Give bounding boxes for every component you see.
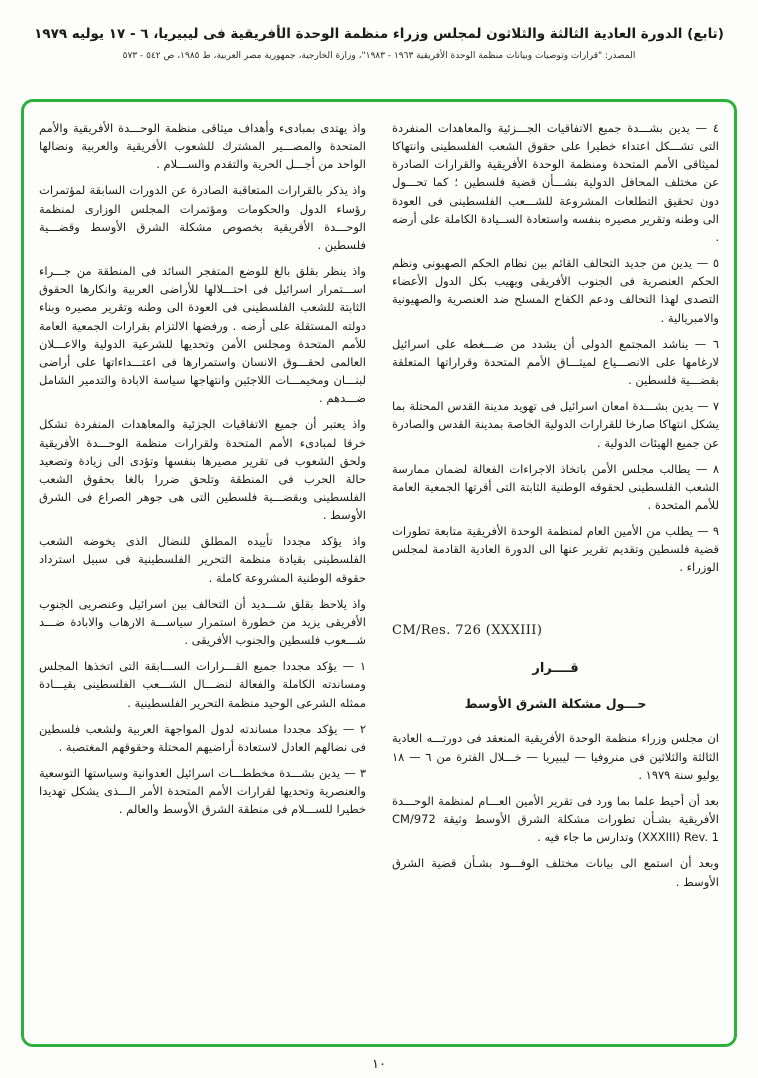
resolution-title: قــــرار bbox=[532, 661, 579, 677]
resolution-preamble bbox=[392, 729, 719, 890]
paragraph: ٦ — يناشد المجتمع الدولى أن يشدد من ضـــغطه على اسرائيل لارغامها على الانصـــياع لميثـــاق الأمم المتحدة وقراراتها المتعلقة بقضـــية فلسطين . bbox=[392, 336, 719, 388]
session-title: (تابع) الدورة العادية الثالثة والثلاثون لمجلس وزراء منظمة الوحدة الأفريقية فى ليبيريا، ٦ - ١٧ يوليه ١٩٧٩ bbox=[34, 26, 724, 42]
paragraph: بعد أن أحيط علما بما ورد فى تقرير الأمين العـــام لمنظمة الوحـــدة الأفريقية بشـأن تطورات مشكلة الشرق الأوسط وثيقة CM/972 (XXXIII) Rev. 1 وتدارس ما جاء فيه . bbox=[392, 793, 719, 845]
page-number: ١٠ bbox=[372, 1057, 386, 1072]
consideration-clauses bbox=[39, 119, 366, 818]
paragraph: واذ يعتبر أن جميع الاتفاقيات الجزئية والمعاهدات المنفردة تشكل خرقا لمبادىء الأمم المتحدة ولقرارات منظمة الوحـــدة الأفريقية ولحق الشعوب فى تقرير مصيرها بنفسها وتؤدى الى زيادة وتصعيد حالة الحرب فى المنطقة وتلحق ضررا بالغا بحقوق الشعب الفلسطينى وبقضـــية فلسطين التى هى جوهر الصراع فى الشرق الأوسط . bbox=[39, 417, 366, 523]
resolution-subtitle: حـــول مشكلة الشرق الأوسط bbox=[464, 695, 647, 711]
paragraph: وبعد أن استمع الى بيانات مختلف الوفـــود بشـأن قضية الشرق الأوسط . bbox=[392, 856, 719, 889]
paragraph: ٥ — يدين من جديد التحالف القائم بين نظام الحكم الصهيونى ونظم الحكم العنصرية فى الجنوب الأفريقى ويهيب بكل الدول الأعضاء التصدى لهذا التحالف ودعم الكفاح المسلح ضد العنصرية والصهيونية والامبريالية . bbox=[392, 256, 719, 325]
paragraph: ١ — يؤكد مجددا جميع القـــرارات الســـابقة التى اتخذها المجلس ومساندته الكاملة والفعالة لنضـــال الشـــعب الفلسطينى بقيـــادة ممثله الشرعى الوحيد منظمة التحرير الفلسطينية . bbox=[39, 659, 366, 710]
paragraph: ٩ — يطلب من الأمين العام لمنظمة الوحدة الأفريقية متابعة تطورات قضية فلسطين وتقديم تقرير عنها الى الدورة العادية القادمة لمجلس الوزراء . bbox=[392, 524, 719, 575]
paragraph: ٣ — يدين بشـــدة مخططـــات اسرائيل العدوانية وسياستها التوسعية والعنصرية وتحديها لقرارات الأمم المتحدة الأمر الـــذى يشكل تهديدا خطيرا للســـلام فى منطقة الشرق الأوسط والعالم . bbox=[39, 766, 366, 817]
page-header bbox=[0, 0, 758, 61]
source-note: المصدر: "قرارات وتوصيات وبيانات منظمة الوحدة الأفريقية ١٩٦٣ - ١٩٨٣"، وزارة الخارجية، جمهورية مصر العربية، ط ١٩٨٥، ص ٥٤٢ - ٥٧٣ bbox=[122, 51, 636, 61]
paragraph: واذ يؤكد مجددا تأييده المطلق للنضال الذى يخوضه الشعب الفلسطينى بقيادة منظمة التحرير الفلسطينية فى سبيل استرداد حقوقه الوطنية المشروعة كاملة . bbox=[39, 534, 366, 585]
paragraph: واذ يلاحظ بقلق شـــديد أن التحالف بين اسرائيل وعنصريى الجنوب الأفريقى يزيد من خطورة استمرار سياســـة الارهاب والابادة ضـــد شـــعوب فلسطين والجنوب الأفريقى . bbox=[39, 596, 366, 648]
left-column bbox=[39, 119, 366, 1027]
paragraph: ٧ — يدين بشـــدة امعان اسرائيل فى تهويد مدينة القدس المحتلة بما يشكل انتهاكا صارخا للقرارات الدولية الخاصة بمدينة القدس والصادرة عن جميع الهيئات الدولية . bbox=[392, 399, 719, 450]
resolution-reference: CM/Res. 726 (XXXIII) bbox=[392, 622, 543, 638]
paragraph: واذ يذكر بالقرارات المتعاقبة الصادرة عن الدورات السابقة لمؤتمرات رؤساء الدول والحكومات ومؤتمرات المجلس الوزارى لمنظمة الوحـــدة الأفريقية بخصوص مشكلة الشرق الأوسط وقضـــية فلسطين . bbox=[39, 183, 366, 252]
paragraph: ٤ — يدين بشـــدة جميع الاتفاقيات الجـــزئية والمعاهدات المنفردة التى تشـــكل اعتداء خطيرا على حقوق الشعب الفلسطينى وانتهاكا لميثاقى الأمم المتحدة ومنظمة الوحدة الأفريقية والقرارات الصادرة عن مختلف المحافل الدولية بشـــأن قضية فلسطين ؛ كما تحـــول دون تحقيق التطلعات المشروعة للشـــعب الفلسطينى فى العودة الى وطنه وتقرير مصيره بنفسه واستعادة الســيادة الكاملة على أرضه . bbox=[392, 121, 719, 244]
paragraph: ان مجلس وزراء منظمة الوحدة الأفريقية المنعقد فى دورتـــه العادية الثالثة والثلاثين فى منروفيا — ليبيريا — خـــلال الفترة من ٦ — ١٨ يوليو سنة ١٩٧٩ . bbox=[392, 731, 719, 782]
paragraph: واذ ينظر بقلق بالغ للوضع المتفجر السائد فى المنطقة من جـــراء اســـتمرار اسرائيل فى احتـــلالها للأراضى العربية وانكارها الحقوق الثابتة للشعب الفلسطينى فى العودة الى وطنه وتقرير مصيره وبناء دولته المستقلة على أرضه . ورفضها الالتزام بقرارات الجمعية العامة للأمم المتحدة ومجلس الأمن وتحديها للشرعية الدولية والاعـــلان العالمى لحقـــوق الانسان واستمرارها فى اعتـــداءاتها على أراضى لبنـــان ومخيمـــات اللاجئين وانتهاجها سياسة الابادة والتدمير الشامل ضـــدهم . bbox=[39, 264, 366, 406]
operative-clauses bbox=[392, 119, 719, 577]
content-frame bbox=[21, 99, 737, 1047]
right-column bbox=[392, 119, 719, 1027]
page-footer bbox=[0, 1053, 758, 1072]
paragraph: واذ يهتدى بمبادىء وأهداف ميثاقى منظمة الوحـــدة الأفريقية والأمم المتحدة والمصـــير المشترك للشعوب الأفريقية والعربية ونضالها الواحد من أجـــل الحرية والتقدم والســـلام . bbox=[39, 121, 366, 172]
paragraph: ٢ — يؤكد مجددا مساندته لدول المواجهة العربية ولشعب فلسطين فى نضالهم العادل لاستعادة أراضيهم المحتلة وحقوقهم المغتصبة . bbox=[39, 721, 366, 754]
paragraph: ٨ — يطالب مجلس الأمن باتخاذ الاجراءات الفعالة لضمان ممارسة الشعب الفلسطينى لحقوقه الوطنية الثابتة التى أقرتها الجمعية العامة للأمم المتحدة . bbox=[392, 461, 719, 512]
